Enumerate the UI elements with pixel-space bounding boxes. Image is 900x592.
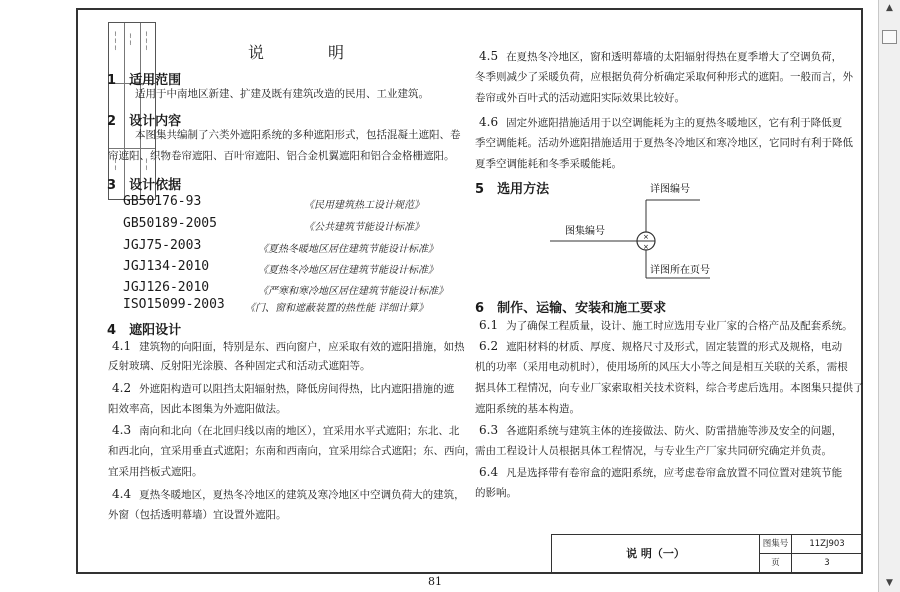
- page-value: 3: [791, 554, 862, 573]
- item-6-4-line-2: 的影响。: [475, 487, 517, 499]
- item-6-3-line-2: 需由工程设计人员根据具体工程情况，与专业生产厂家共同研究确定并负责。: [475, 445, 832, 457]
- label-detail-page: 详图所在页号: [650, 265, 710, 276]
- atlas-value: 11ZJ903: [791, 535, 862, 554]
- section-2-line-2: 帘遮阳、织物卷帘遮阳、百叶帘遮阳、铝合金机翼遮阳和铝合金格栅遮阳。: [108, 150, 455, 162]
- signature-mark: ⌇⌇: [112, 158, 119, 172]
- item-number: 4.4: [112, 487, 132, 501]
- item-6-2-line-3: 据具体工程情况，向专业厂家索取相关技术资料，综合考虑后选用。本图集只提供了: [475, 382, 864, 394]
- section-5-heading: 5 选用方法: [475, 182, 550, 197]
- item-6-2-line-2: 机的功率（采用电动机时），使用场所的风压大小等之间是相互关联的关系，需根: [475, 361, 848, 373]
- signature-mark: ⌇⌇: [127, 33, 134, 47]
- item-4-1-line-1: 4.1 建筑物的向阳面，特别是东、西向窗户，应采取有效的遮阳措施，如热: [112, 339, 465, 353]
- item-4-4-line-2: 外窗（包括透明幕墙）宜设置外遮阳。: [108, 509, 287, 521]
- item-6-2-line-1: 6.2 遮阳材料的材质、厚度、规格尺寸及形式，固定装置的形式及规格，电动: [479, 339, 843, 353]
- vertical-scrollbar[interactable]: [878, 0, 900, 592]
- scroll-down-icon[interactable]: ▼: [886, 578, 893, 588]
- page-label: 页: [759, 554, 791, 573]
- signature-mark: ⌇⌇⌇: [112, 31, 119, 52]
- mark-top: ×: [643, 233, 649, 241]
- item-number: 4.1: [112, 339, 132, 353]
- standard-name: 《门、窗和遮蔽装置的热性能 详细计算》: [245, 303, 429, 314]
- item-4-6-line-3: 夏季空调能耗和冬季采暖能耗。: [475, 158, 622, 170]
- item-6-2-line-4: 遮阳系统的基本构造。: [475, 403, 580, 415]
- standard-name: 《公共建筑节能设计标准》: [304, 222, 424, 233]
- page-title: 说 明: [248, 43, 369, 62]
- signature-mark: ⌇⌇⌇: [143, 31, 150, 52]
- item-4-5-line-1: 4.5 在夏热冬冷地区，窗和透明幕墙的太阳辐射得热在夏季增大了空调负荷，: [479, 49, 843, 63]
- section-1-heading: 1 适用范围: [107, 73, 182, 88]
- standard-name: 《严寒和寒冷地区居住建筑节能设计标准》: [258, 286, 448, 297]
- item-4-6-line-1: 4.6 固定外遮阳措施适用于以空调能耗为主的夏热冬暖地区，它有利于降低夏: [479, 115, 843, 129]
- item-4-2-line-2: 阳效率高，因此本图集为外遮阳做法。: [108, 403, 287, 415]
- signature-mark: ⌇⌇: [143, 158, 150, 172]
- item-4-2-line-1: 4.2 外遮阳构造可以阻挡太阳辐射热，降低房间得热，比内遮阳措施的遮: [112, 381, 455, 395]
- standard-name: 《夏热冬暖地区居住建筑节能设计标准》: [258, 244, 438, 255]
- section-3-heading: 3 设计依据: [107, 178, 182, 193]
- standard-name: 《夏热冬冷地区居住建筑节能设计标准》: [258, 265, 438, 276]
- item-4-3-line-2: 和西北向，宜采用垂直式遮阳；东南和西南向，宜采用综合式遮阳；东、西向，: [108, 445, 476, 457]
- item-4-5-line-3: 卷帘或外百叶式的活动遮阳实际效果比较好。: [475, 92, 685, 104]
- scroll-thumb[interactable]: [882, 30, 897, 44]
- standard-code: GB50176-93: [123, 194, 202, 209]
- standard-code: JGJ126-2010: [123, 280, 210, 295]
- item-4-3-line-3: 宜采用挡板式遮阳。: [108, 466, 203, 478]
- section-6-heading: 6 制作、运输、安装和施工要求: [475, 301, 667, 316]
- item-6-3-line-1: 6.3 各遮阳系统与建筑主体的连接做法、防火、防雷措施等涉及安全的问题，: [479, 423, 843, 437]
- item-4-4-line-1: 4.4 夏热冬暖地区，夏热冬冷地区的建筑及寒冷地区中空调负荷大的建筑，: [112, 487, 465, 501]
- title-block: [551, 534, 863, 574]
- scroll-up-icon[interactable]: ▲: [886, 3, 893, 13]
- label-atlas-number: 图集编号: [565, 226, 605, 237]
- item-4-5-line-2: 冬季则减少了采暖负荷，应根据负荷分析确定采取何种形式的遮阳。一般而言，外: [475, 71, 853, 83]
- mark-bottom: ×: [643, 243, 649, 251]
- label-detail-number: 详图编号: [650, 184, 690, 195]
- section-1-body: 适用于中南地区新建、扩建及既有建筑改造的民用、工业建筑。: [135, 88, 429, 100]
- section-2-heading: 2 设计内容: [107, 114, 182, 129]
- title-block-title: 说 明（一）: [626, 547, 685, 560]
- item-number: 4.6: [479, 115, 499, 129]
- standard-name: 《民用建筑热工设计规范》: [304, 200, 424, 211]
- item-6-4-line-1: 6.4 凡是选择带有卷帘盒的遮阳系统，应考虑卷帘盒放置不同位置对建筑节能: [479, 465, 843, 479]
- section-4-heading: 4 遮阳设计: [107, 323, 182, 338]
- item-4-6-line-2: 季空调能耗。活动外遮阳措施适用于夏热冬冷地区和寒冷地区，它同时有利于降低: [475, 137, 853, 149]
- item-4-3-line-1: 4.3 南向和北向（在北回归线以南的地区），宜采用水平式遮阳；东北、北: [112, 423, 460, 437]
- item-number: 6.3: [479, 423, 499, 437]
- standard-code: ISO15099-2003: [123, 297, 225, 312]
- item-6-1-line-1: 6.1 为了确保工程质量，设计、施工时应选用专业厂家的合格产品及配套系统。: [479, 318, 853, 332]
- item-number: 6.2: [479, 339, 499, 353]
- item-number: 4.3: [112, 423, 132, 437]
- item-4-1-line-2: 反射玻璃、反射阳光涂膜、各种固定式和活动式遮阳等。: [108, 360, 371, 372]
- item-number: 6.1: [479, 318, 499, 332]
- item-number: 4.2: [112, 381, 132, 395]
- standard-code: JGJ134-2010: [123, 259, 210, 274]
- standard-code: GB50189-2005: [123, 216, 217, 231]
- section-2-line-1: 本图集共编制了六类外遮阳系统的多种遮阳形式，包括混凝土遮阳、卷: [135, 129, 461, 141]
- item-number: 6.4: [479, 465, 499, 479]
- item-number: 4.5: [479, 49, 499, 63]
- reference-symbol-diagram: [550, 178, 720, 288]
- atlas-label: 图集号: [759, 535, 791, 554]
- page-number: 81: [428, 575, 442, 588]
- standard-code: JGJ75-2003: [123, 238, 202, 253]
